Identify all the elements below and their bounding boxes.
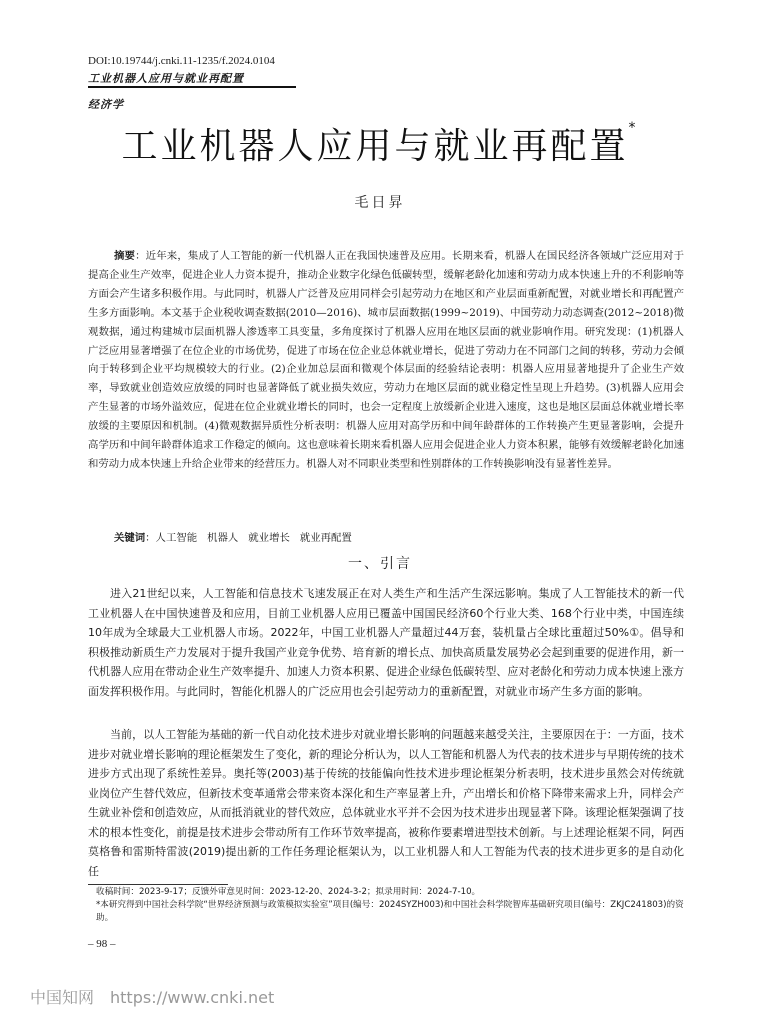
- keyword: 就业增长: [248, 532, 290, 544]
- header-rule: [88, 86, 296, 88]
- running-title: 工业机器人应用与就业再配置: [88, 72, 244, 85]
- keyword: 机器人: [207, 532, 239, 544]
- keywords: [114, 529, 362, 544]
- footnotes: [96, 886, 684, 925]
- keyword: ：人工智能: [145, 532, 198, 544]
- title-footnote-mark: *: [628, 120, 639, 136]
- watermark: [30, 985, 274, 1008]
- body-paragraph: 当前，以人工智能为基础的新一代自动化技术进步对就业增长影响的问题越来越受关注，主要原因在于：一方面，技术进步对就业增长影响的理论框架发生了变化，新的理论分析认为，以人工智能和机器人为代表的技术进步与早期传统的技术进步方式出现了系统性差异。奥托等(2003)基于传统的技能偏向性技术进步理论框架分析表明，技术进步虽然会对传统就业岗位产生替代效应，但新技术变革通常会带来资本深化和生产率显著上升，产出增长和价格下降带来需求上升，同样会产生就业补偿和创造效应，从而抵消就业的替代效应，总体就业水平并不会因为技术进步出现显著下降。该理论框架强调了技术的根本性变化，前提是技术进步会带动所有工作环节效率提高，被称作要素增进型技术创新。与上述理论框架不同，阿西莫格鲁和雷斯特雷波(2019)提出新的工作任务理论框架认为，以工业机器人和人工智能为代表的技术进步更多的是自动化任: [88, 728, 684, 878]
- body-paragraph: 进入21世纪以来，人工智能和信息技术飞速发展正在对人类生产和生活产生深远影响。集成了人工智能技术的新一代工业机器人在中国快速普及和应用，目前工业机器人应用已覆盖中国国民经济60个行业大类、168个行业中类，中国连续10年成为全球最大工业机器人市场。2022年，中国工业机器人产量超过44万套，装机量占全球比重超过50%①。倡导和积极推动新质生产力发展对于提升我国产业竞争优势、培育新的增长点、加快高质量发展势必会起到重要的促进作用，新一代机器人应用在带动企业生产效率提升、加速人力资本积累、促进企业绿色低碳转型、应对老龄化和劳动力成本快速上涨方面发挥积极作用。与此同时，智能化机器人的广泛应用也会引起劳动力的重新配置，对就业市场产生多方面的影响。: [88, 587, 684, 698]
- article-title: [0, 118, 760, 169]
- abstract-text: ：近年来，集成了人工智能的新一代机器人正在我国快速普及应用。长期来看，机器人在国民经济各领域广泛应用对于提高企业生产效率，促进企业人力资本提升，推动企业数字化绿色低碳转型，缓解老龄化加速和劳动力成本快速上升的不利影响等方面会产生诸多积极作用。与此同时，机器人广泛普及应用同样会引起劳动力在地区和产业层面重新配置，对就业增长和再配置产生多方面影响。本文基于企业税收调查数据(2010—2016)、城市层面数据(1999~2019)、中国劳动力动态调查(2012~2018)微观数据，通过构建城市层面机器人渗透率工具变量，多角度探讨了机器人应用在地区层面的就业影响作用。研究发现：(1)机器人广泛应用显著增强了在位企业的市场优势，促进了市场在位企业总体就业增长，促进了劳动力在不同部门之间的转移，劳动力会倾向于转移到企业平均规模较大的行业。(2)企业加总层面和微观个体层面的经验结论表明：机器人应用显著地提升了企业生产效率，导致就业创造效应放缓的同时也显著降低了就业损失效应，劳动力在地区层面的就业稳定性呈现上升趋势。(3)机器人应用会产生显著的市场外溢效应，促进在位企业就业增长的同时，也会一定程度上放缓新企业进入速度，这也是地区层面总体就业增长率放缓的主要原因和机制。(4)微观数据异质性分析表明：机器人应用对高学历和中间年龄群体的工作转换产生更显著影响，会提升高学历和中间年龄群体追求工作稳定的倾向。这也意味着长期来看机器人应用会促进企业人力资本积累，能够有效缓解老龄化加速和劳动力成本快速上升给企业带来的经营压力。机器人对不同职业类型和性别群体的工作转换影响没有显著性差异。: [88, 250, 685, 470]
- abstract: [88, 247, 684, 474]
- article-title-text: 工业机器人应用与就业再配置: [121, 126, 629, 167]
- intro-heading: 一、引言: [348, 556, 412, 572]
- watermark-brand: 中国知网: [30, 988, 95, 1007]
- abstract-label: 摘要: [114, 250, 136, 262]
- funding-note: *本研究得到中国社会科学院“世界经济预测与政策模拟实验室”项目(编号：2024SYZH003)和中国社会科学院智库基础研究项目(编号：ZKJC241803)的资助。: [96, 900, 684, 923]
- keyword: 就业再配置: [299, 532, 352, 544]
- received-dates-note: 收稿时间：2023-9-17；反馈外审意见时间：2023-12-20、2024-3-2；拟录用时间：2024-7-10。: [96, 887, 481, 897]
- section-label: 经济学: [88, 98, 124, 111]
- footnote-rule: [88, 884, 228, 885]
- doi: DOI:10.19744/j.cnki.11-1235/f.2024.0104: [88, 55, 275, 67]
- page-number: – 98 –: [88, 938, 116, 950]
- watermark-url: https://www.cnki.net: [110, 988, 275, 1007]
- author-name: 毛日昇: [354, 195, 406, 211]
- keywords-label: 关键词: [114, 532, 146, 544]
